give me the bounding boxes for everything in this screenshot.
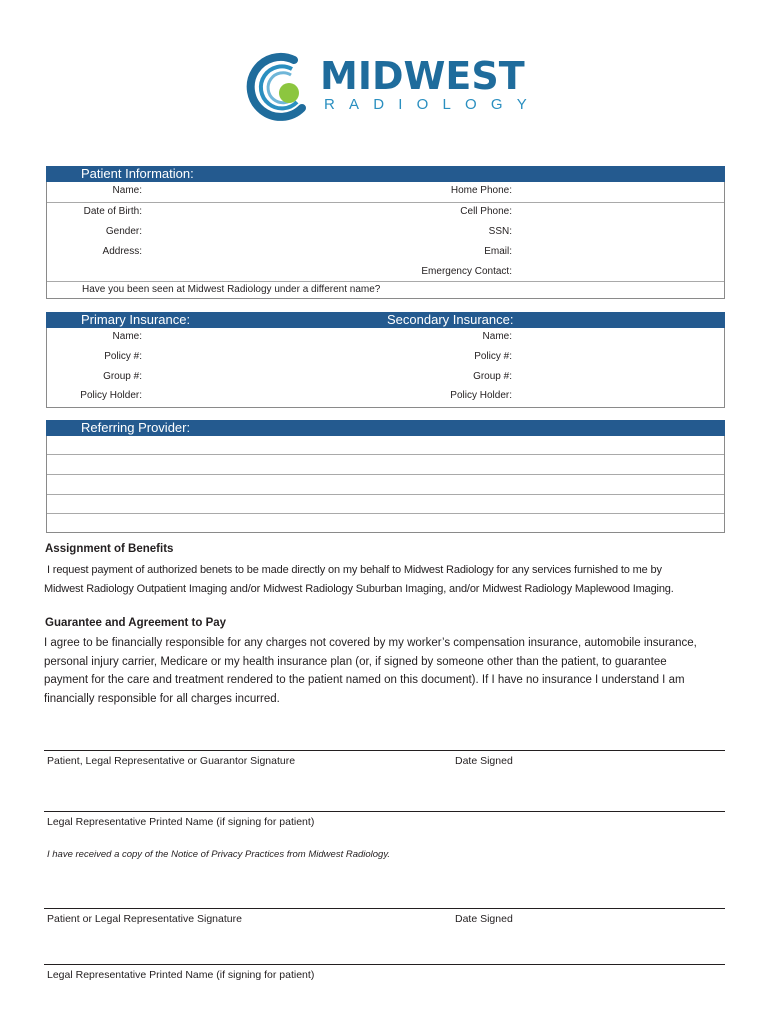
secondary-group-field[interactable]: Group #: — [473, 371, 512, 382]
primary-policy-field[interactable]: Policy #: — [104, 351, 142, 362]
logo-wordmark-midwest: MIDWEST — [320, 54, 525, 98]
assignment-line: I request payment of authorized benets to be made directly on my behalf to Midwest Radiology for any services furnished to me by — [47, 564, 662, 576]
gender-field[interactable]: Gender: — [105, 226, 142, 237]
secondary-name-field[interactable]: Name: — [482, 331, 512, 342]
form-row — [47, 182, 724, 203]
midwest-radiology-logo — [244, 52, 541, 124]
ssn-field[interactable]: SSN: — [488, 226, 512, 237]
guarantee-line: I agree to be financially responsible for any charges not covered by my worker’s compensation insurance, automobile insurance, — [44, 637, 697, 649]
name-field[interactable]: Name: — [112, 185, 142, 196]
form-row — [47, 223, 724, 243]
patient-representative-signature-label: Patient or Legal Representative Signature — [47, 913, 242, 925]
assignment-text — [44, 561, 734, 598]
date-signed-label-1: Date Signed — [455, 755, 513, 767]
guarantee-line: financially responsible for all charges incurred. — [44, 692, 280, 705]
form-row — [47, 368, 724, 388]
address-field[interactable]: Address: — [102, 246, 142, 257]
signature-line-1[interactable] — [44, 750, 725, 751]
legal-representative-printed-name-label-1: Legal Representative Printed Name (if signing for patient) — [47, 816, 315, 828]
primary-policy-holder-field[interactable]: Policy Holder: — [80, 390, 142, 401]
cell-phone-field[interactable]: Cell Phone: — [460, 206, 512, 217]
insurance-frame — [46, 328, 725, 408]
email-field[interactable]: Email: — [484, 246, 512, 257]
insurance-section — [46, 312, 725, 408]
section-header-band — [46, 420, 725, 436]
form-row — [47, 328, 724, 348]
form-row — [47, 282, 724, 298]
patient-information-title: Patient Information: — [81, 166, 194, 181]
primary-insurance-title: Primary Insurance: — [81, 312, 191, 327]
referring-provider-line[interactable] — [47, 495, 724, 514]
legal-representative-printed-name-label-2: Legal Representative Printed Name (if signing for patient) — [47, 969, 315, 981]
printed-name-line-1[interactable] — [44, 811, 725, 812]
guarantee-line: personal injury carrier, Medicare or my health insurance plan (or, if signed by someone other than the patient, to guarantee — [44, 655, 667, 668]
emergency-contact-field[interactable]: Emergency Contact: — [421, 266, 512, 277]
primary-name-field[interactable]: Name: — [112, 331, 142, 342]
form-row — [47, 203, 724, 223]
referring-provider-title: Referring Provider: — [81, 420, 191, 435]
guarantee-heading: Guarantee and Agreement to Pay — [45, 617, 227, 629]
referring-provider-line[interactable] — [47, 514, 724, 532]
date-signed-label-2: Date Signed — [455, 913, 513, 925]
different-name-question[interactable]: Have you been seen at Midwest Radiology under a different name? — [82, 284, 381, 295]
section-header-band — [46, 312, 725, 328]
logo-mark-icon — [244, 52, 316, 124]
patient-information-frame — [46, 182, 725, 299]
guarantee-text — [44, 634, 734, 708]
primary-group-field[interactable]: Group #: — [103, 371, 142, 382]
form-row — [47, 387, 724, 407]
form-row — [47, 348, 724, 368]
patient-information-section — [46, 166, 725, 299]
date-of-birth-field[interactable]: Date of Birth: — [83, 206, 142, 217]
signature-line-2[interactable] — [44, 908, 725, 909]
referring-provider-line[interactable] — [47, 475, 724, 495]
home-phone-field[interactable]: Home Phone: — [450, 185, 512, 196]
form-row — [47, 243, 724, 282]
printed-name-line-2[interactable] — [44, 964, 725, 965]
assignment-line: Midwest Radiology Outpatient Imaging and/or Midwest Radiology Suburban Imaging, and/or Midwest Radiology Maplewood Imaging. — [44, 582, 674, 595]
secondary-insurance-title: Secondary Insurance: — [387, 312, 514, 327]
assignment-heading: Assignment of Benefits — [45, 543, 174, 555]
logo-wordmark-radiology: RADIOLOGY — [324, 96, 541, 113]
referring-provider-line[interactable] — [47, 455, 724, 475]
privacy-notice-acknowledgement: I have received a copy of the Notice of Privacy Practices from Midwest Radiology. — [47, 849, 391, 860]
secondary-policy-field[interactable]: Policy #: — [474, 351, 512, 362]
section-header-band — [46, 166, 725, 182]
patient-guarantor-signature-label: Patient, Legal Representative or Guarantor Signature — [47, 755, 296, 767]
referring-provider-section — [46, 420, 725, 533]
referring-provider-line[interactable] — [47, 436, 724, 455]
guarantee-line: payment for the care and treatment rendered to the patient named on this document). If I have no insurance I understand I am — [44, 674, 685, 686]
secondary-policy-holder-field[interactable]: Policy Holder: — [450, 390, 512, 401]
referring-provider-frame — [46, 436, 725, 533]
